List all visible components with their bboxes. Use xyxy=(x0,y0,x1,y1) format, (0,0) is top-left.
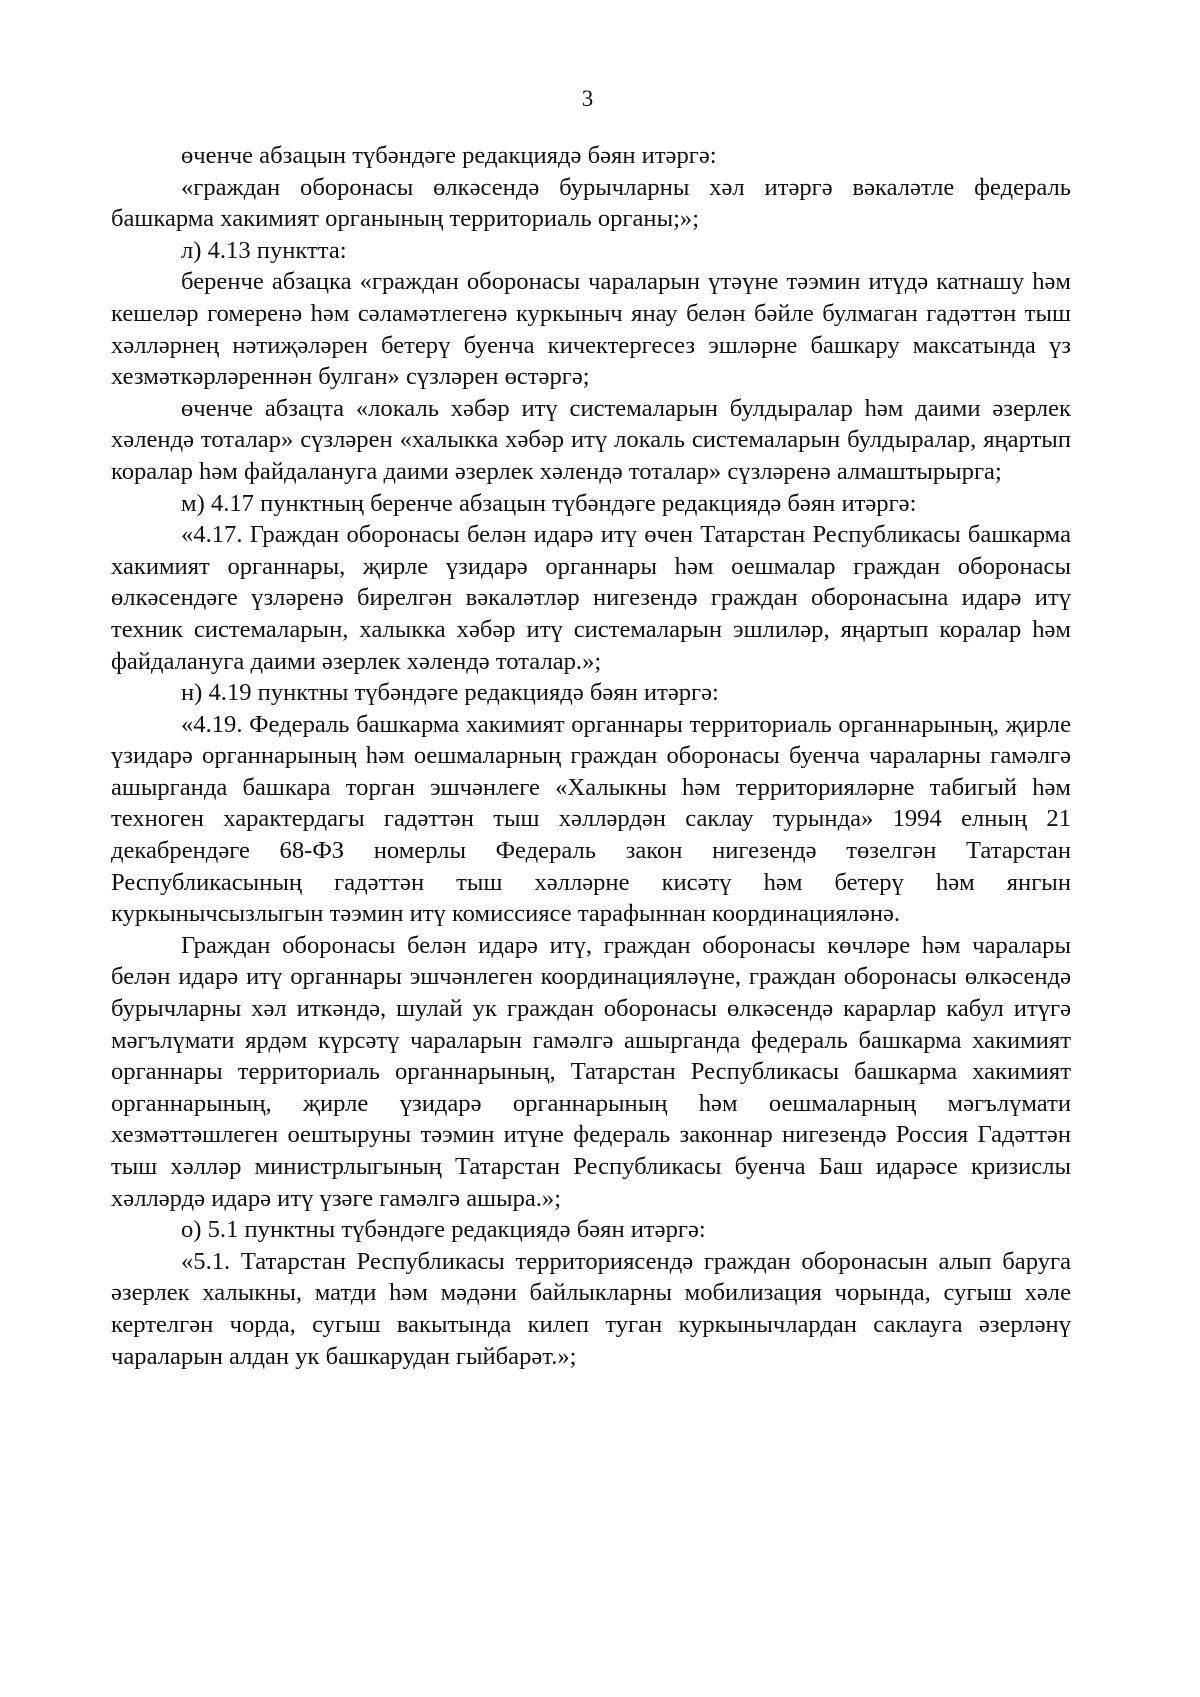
paragraph-1: өченче абзацын түбәндәге редакциядә бәян итәргә: xyxy=(181,142,717,169)
paragraph-12: «5.1. Татарстан Республикасы территориясендә граждан оборонасын алып баруга әзерлек халыкны, матди һәм мәдәни байлыкларны мобилизация чорында, сугыш хәле кертелгән чорда, сугыш вакытында килеп туган куркынычлардан саклауга әзерләнү чараларын алдан ук башкарудан гыйбарәт.»; xyxy=(111,1247,1071,1370)
paragraph-8: н) 4.19 пунктны түбәндәге редакциядә бәян итәргә: xyxy=(181,679,719,707)
document-body xyxy=(111,140,1071,1372)
page-number: 3 xyxy=(581,86,594,111)
paragraph-3: л) 4.13 пунктта: xyxy=(181,236,347,264)
paragraph-11: о) 5.1 пунктны түбәндәге редакциядә бәян итәргә: xyxy=(181,1216,706,1244)
paragraph-5: өченче абзацта «локаль хәбәр итү системаларын булдыралар һәм даими әзерлек хәлендә тоталар» сүзләрен «халыкка хәбәр итү локаль системаларын булдыралар, яңартып коралар һәм файдалануга даими әзерлек хәлендә тоталар» сүзләренә алмаштырырга; xyxy=(111,394,1071,485)
paragraph-10: Граждан оборонасы белән идарә итү, граждан оборонасы көчләре һәм чаралары белән идарә итү органнары эшчәнлеген координацияләүне, граждан оборонасы өлкәсендә бурычларны хәл иткәндә, шулай ук граждан оборонасы өлкәсендә карарлар кабул итүгә мәгълүмати ярдәм күрсәтү чараларын гамәлгә ашырганда федераль башкарма хакимият органнары территориаль органнарының, Татарстан Республикасы башкарма хакимият органнарының, җирле үзидарә органнарының һәм оешмаларның мәгълүмати хезмәттәшлеген оештыруны тәэмин итүне федераль законнар нигезендә Россия Гадәттән тыш хәлләр министрлыгының Татарстан Республикасы буенча Баш идарәсе кризислы хәлләрдә идарә итү үзәге гамәлгә ашыра.»; xyxy=(111,931,1071,1212)
paragraph-9: «4.19. Федераль башкарма хакимият органнары территориаль органнарының, җирле үзидарә органнарының һәм оешмаларның граждан оборонасы буенча чараларны гамәлгә ашырганда башкара торган эшчәнлеге «Халыкны һәм территорияләрне табигый һәм техноген характердагы гадәттән тыш хәлләрдән саклау турында» 1994 елның 21 декабрендәге 68-ФЗ номерлы Федераль закон нигезендә төзелгән Татарстан Республикасының гадәттән тыш хәлләрне кисәтү һәм бетерү һәм янгын куркынычсызлыгын тәэмин итү комиссиясе тарафыннан координацияләнә. xyxy=(111,710,1071,928)
paragraph-6: м) 4.17 пунктның беренче абзацын түбәндәге редакциядә бәян итәргә: xyxy=(181,489,917,517)
paragraph-4: беренче абзацка «граждан оборонасы чараларын үтәүне тәэмин итүдә катнашу һәм кешеләр гомеренә һәм сәламәтлегенә куркыныч янау белән бәйле булмаган гадәттән тыш хәлләрнең нәтиҗәләрен бетерү буенча кичектергесез эшләрне башкару максатында үз хезмәткәрләреннән булган» сүзләрен өстәргә; xyxy=(111,268,1071,391)
paragraph-2: «граждан оборонасы өлкәсендә бурычларны хәл итәргә вәкаләтле федераль башкарма хакимият органының территориаль органы;»; xyxy=(111,173,1071,233)
paragraph-7: «4.17. Граждан оборонасы белән идарә итү өчен Татарстан Республикасы башкарма хакимият органнары, җирле үзидарә органнары һәм оешмалар граждан оборонасы өлкәсендәге үзләренә бирелгән вәкаләтләр нигезендә граждан оборонасына идарә итү техник системаларын, халыкка хәбәр итү системаларын эшлиләр, яңартып коралар һәм файдалануга даими әзерлек хәлендә тоталар.»; xyxy=(111,521,1071,675)
